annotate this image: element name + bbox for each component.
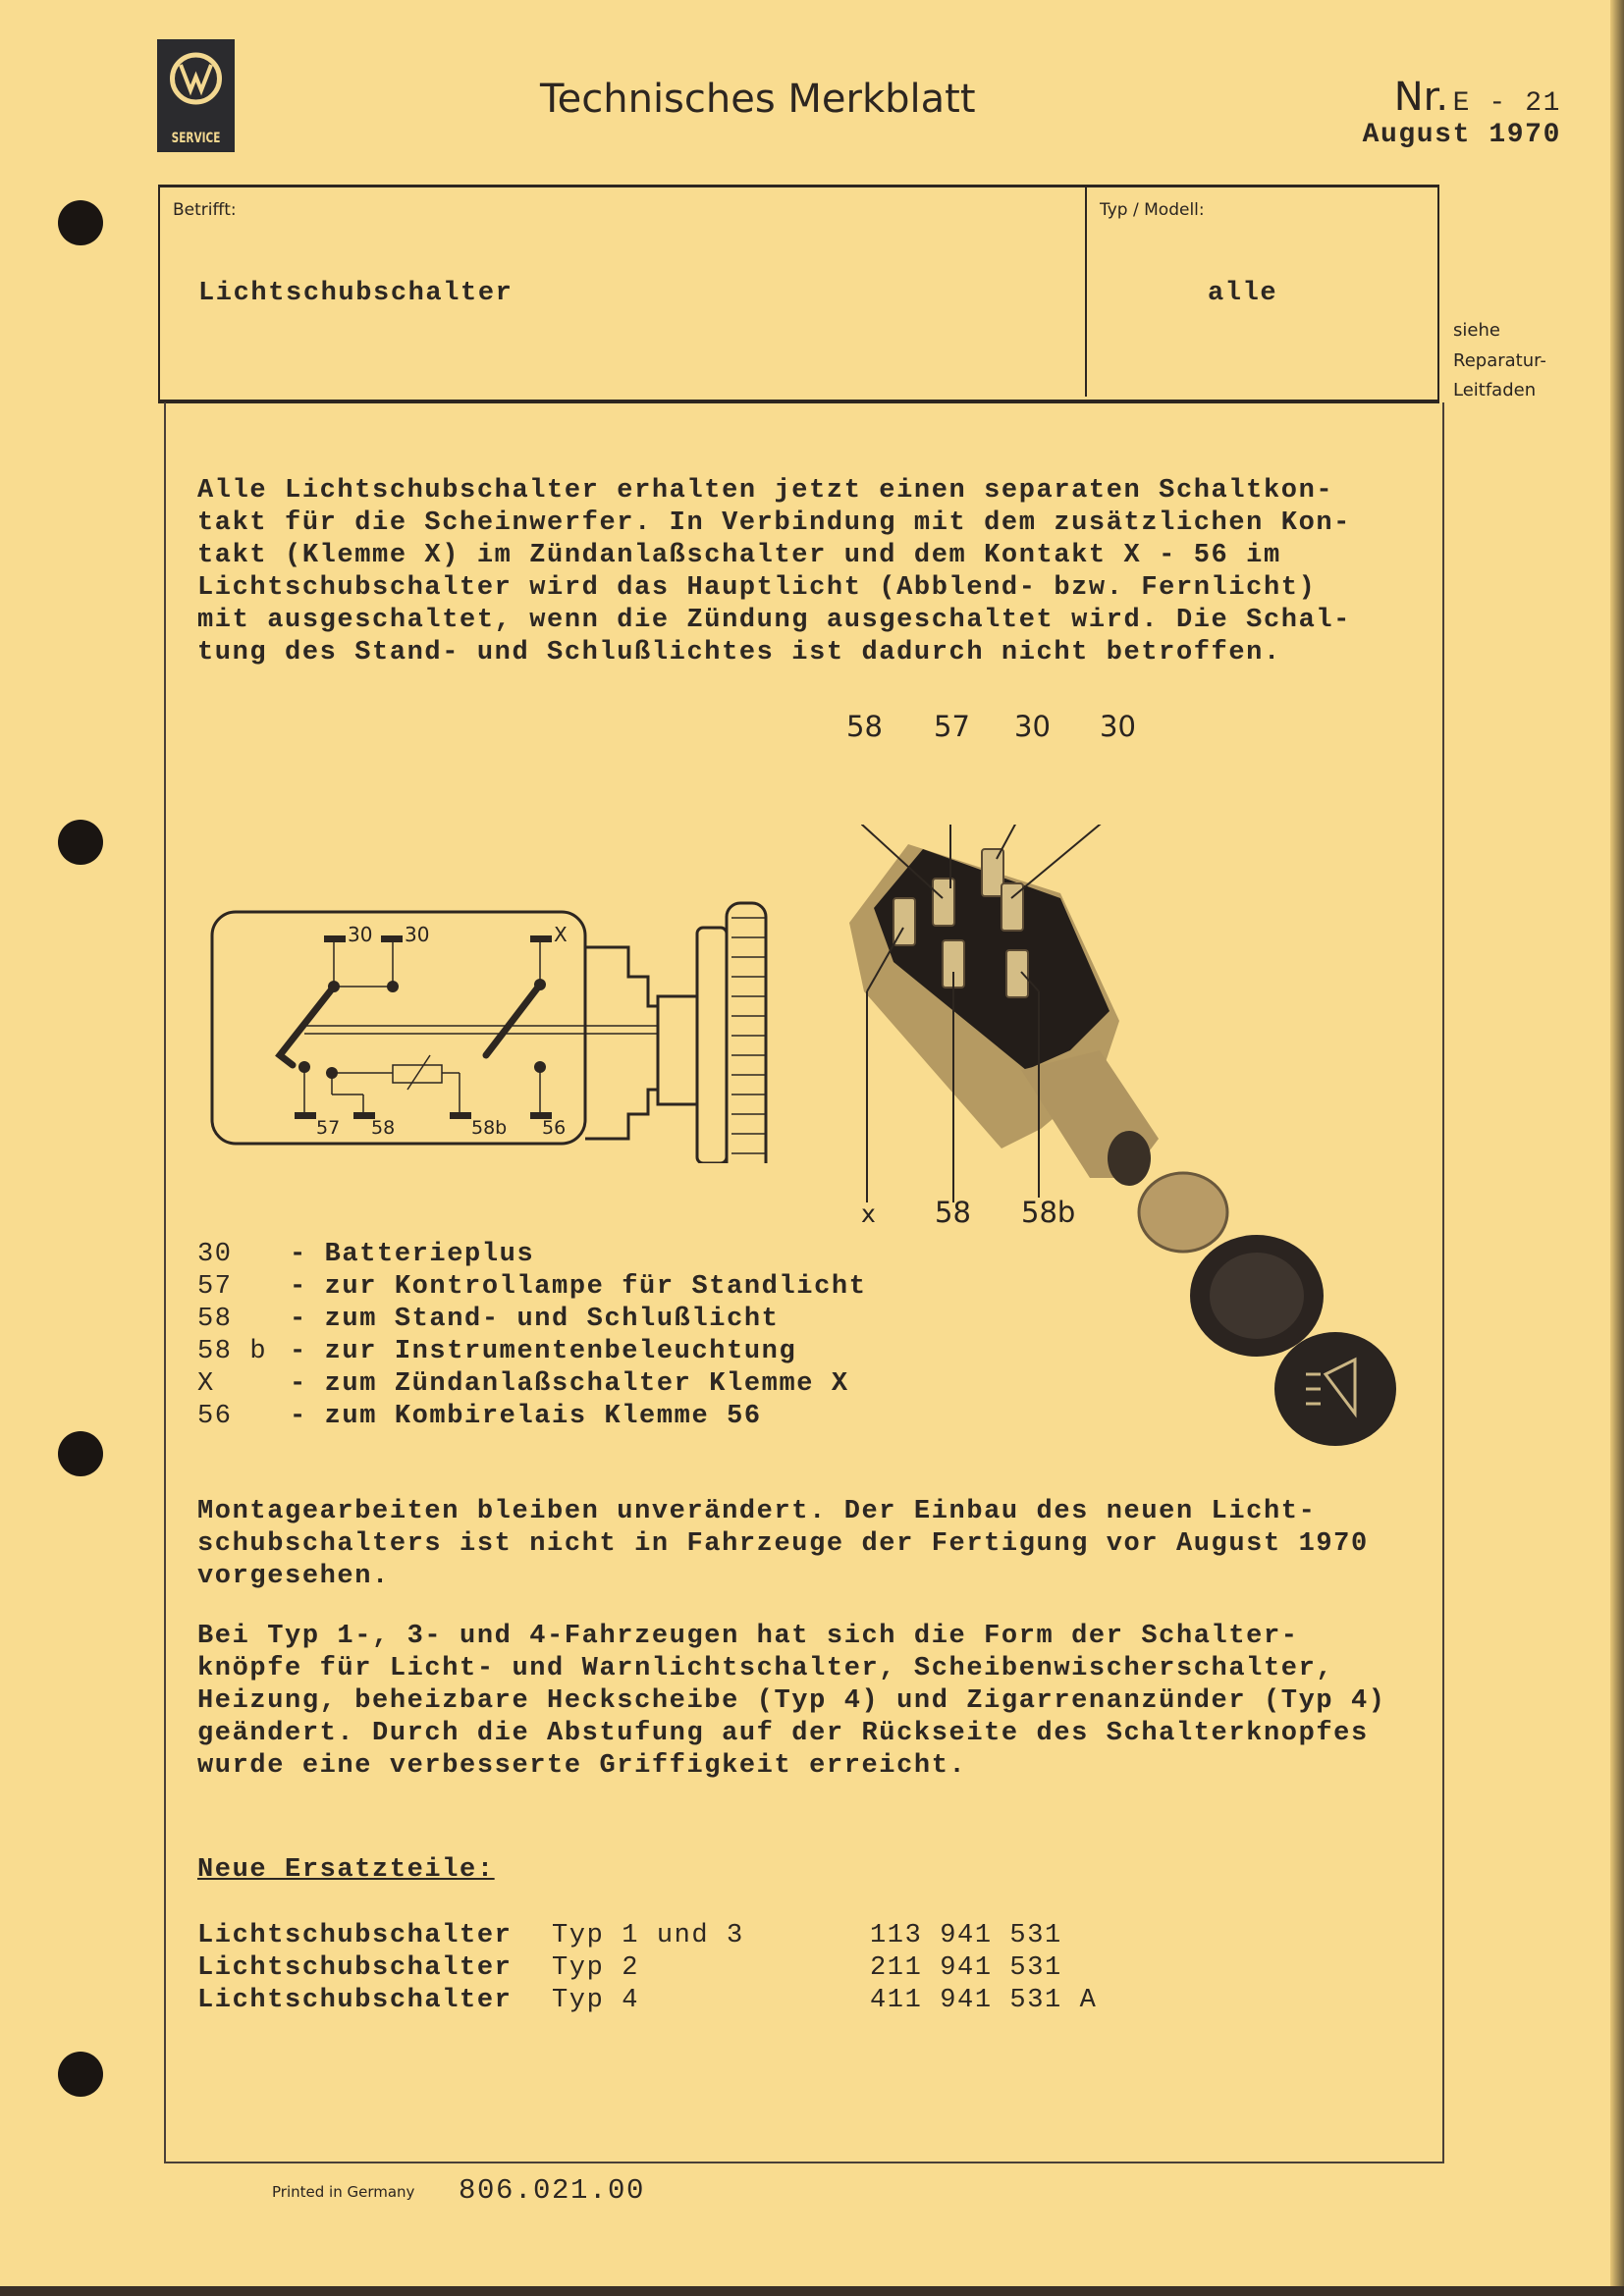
part-name: Lichtschubschalter <box>197 1921 513 1950</box>
subject-label: Betrifft: <box>173 200 237 220</box>
legend-code: X <box>197 1369 215 1399</box>
photo-label-57: 57 <box>934 710 970 743</box>
mounting-paragraph <box>197 1496 1369 1593</box>
photo-label-x: x <box>861 1200 876 1228</box>
paragraph-line: vorgesehen. <box>197 1562 390 1591</box>
part-number: 411 941 531 A <box>870 1986 1098 2015</box>
footer-printed: Printed in Germany <box>272 2183 415 2201</box>
switch-photo <box>835 825 1424 1453</box>
subject-value: Lichtschubschalter <box>198 279 514 308</box>
parts-row <box>197 1920 1097 1952</box>
legend-desc: zum Zündanlaßschalter Klemme X <box>324 1369 849 1399</box>
terminal-legend <box>197 1239 867 1433</box>
schematic-label-x: X <box>554 923 568 946</box>
punch-hole <box>58 2052 103 2097</box>
subject-divider <box>1085 187 1087 397</box>
page-edge <box>0 2286 1624 2296</box>
parts-table <box>197 1920 1097 2017</box>
paragraph-line: takt (Klemme X) im Zündanlaßschalter und dem Kontakt X - 56 im <box>197 541 1281 570</box>
side-note-line: Reparatur- <box>1453 349 1546 371</box>
paragraph-line: mit ausgeschaltet, wenn die Zündung ausgeschaltet wird. Die Schal- <box>197 606 1351 635</box>
paragraph-line: wurde eine verbesserte Griffigkeit erreicht. <box>197 1751 967 1781</box>
legend-code: 56 <box>197 1402 233 1431</box>
part-name: Lichtschubschalter <box>197 1986 513 2015</box>
side-note-line: siehe <box>1453 320 1500 341</box>
side-note-line: Leitfaden <box>1453 380 1537 400</box>
legend-desc: zum Stand- und Schlußlicht <box>324 1305 780 1334</box>
paragraph-line: geändert. Durch die Abstufung auf der Rückseite des Schalterknopfes <box>197 1719 1369 1748</box>
parts-row <box>197 1952 1097 1985</box>
schematic-label-30: 30 <box>348 923 373 946</box>
page-title: Technisches Merkblatt <box>540 77 976 122</box>
model-label: Typ / Modell: <box>1100 200 1205 220</box>
legend-item: X - zum Zündanlaßschalter Klemme X <box>197 1369 849 1399</box>
paragraph-line: knöpfe für Licht- und Warnlichtschalter, Scheibenwischerschalter, <box>197 1654 1334 1683</box>
number-value: E - 21 <box>1452 88 1561 119</box>
paragraph-line: Montagearbeiten bleiben unverändert. Der Einbau des neuen Licht- <box>197 1497 1317 1526</box>
side-note <box>1453 316 1546 406</box>
photo-label-58: 58 <box>935 1196 971 1229</box>
legend-code: 58 <box>197 1305 233 1334</box>
legend-item: 58 b - zur Instrumentenbeleuchtung <box>197 1337 797 1366</box>
legend-code: 57 <box>197 1272 233 1302</box>
vw-logo-icon <box>157 39 235 118</box>
schematic-label-58: 58 <box>371 1117 396 1139</box>
legend-code: 58 b <box>197 1337 268 1366</box>
punch-hole <box>58 820 103 865</box>
legend-desc: Batterieplus <box>324 1240 535 1269</box>
schematic-label-58b: 58b <box>471 1117 508 1139</box>
photo-label-58: 58 <box>846 710 883 743</box>
legend-desc: zum Kombirelais Klemme 56 <box>324 1402 762 1431</box>
paragraph-line: Alle Lichtschubschalter erhalten jetzt einen separaten Schaltkon- <box>197 476 1334 506</box>
page-edge <box>1610 0 1624 2296</box>
legend-item: 57 - zur Kontrollampe für Standlicht <box>197 1272 867 1302</box>
legend-desc: zur Kontrollampe für Standlicht <box>324 1272 867 1302</box>
footer-code: 806.021.00 <box>459 2174 646 2207</box>
intro-paragraph <box>197 475 1351 669</box>
paragraph-line: schubschalters ist nicht in Fahrzeuge der Fertigung vor August 1970 <box>197 1529 1369 1559</box>
legend-item: 58 - zum Stand- und Schlußlicht <box>197 1305 780 1334</box>
punch-hole <box>58 200 103 245</box>
parts-heading: Neue Ersatzteile: <box>197 1855 495 1885</box>
schematic-label-30: 30 <box>405 923 430 946</box>
part-number: 113 941 531 <box>870 1921 1062 1950</box>
document-date: August 1970 <box>1362 120 1561 150</box>
logo-service-text: SERVICE <box>171 131 221 146</box>
number-label: Nr. <box>1393 75 1449 120</box>
legend-code: 30 <box>197 1240 233 1269</box>
photo-label-30: 30 <box>1014 710 1051 743</box>
paragraph-line: takt für die Scheinwerfer. In Verbindung mit dem zusätzlichen Kon- <box>197 508 1351 538</box>
legend-desc: zur Instrumentenbeleuchtung <box>324 1337 797 1366</box>
part-number: 211 941 531 <box>870 1953 1062 1983</box>
punch-hole <box>58 1431 103 1476</box>
document-number <box>1394 75 1561 120</box>
paragraph-line: tung des Stand- und Schlußlichtes ist dadurch nicht betroffen. <box>197 638 1281 667</box>
legend-item: 30 - Batterieplus <box>197 1240 535 1269</box>
part-type: Typ 4 <box>552 1986 640 2015</box>
paragraph-line: Lichtschubschalter wird das Hauptlicht (Abblend- bzw. Fernlicht) <box>197 573 1317 603</box>
paragraph-line: Bei Typ 1-, 3- und 4-Fahrzeugen hat sich die Form der Schalter- <box>197 1622 1299 1651</box>
part-type: Typ 1 und 3 <box>552 1921 744 1950</box>
paragraph-line: Heizung, beheizbare Heckscheibe (Typ 4) und Zigarrenanzünder (Typ 4) <box>197 1686 1386 1716</box>
schematic-label-56: 56 <box>542 1117 567 1139</box>
vw-service-logo <box>157 39 235 152</box>
photo-label-58b: 58b <box>1021 1196 1076 1229</box>
legend-item: 56 - zum Kombirelais Klemme 56 <box>197 1402 762 1431</box>
photo-label-30: 30 <box>1100 710 1136 743</box>
parts-row <box>197 1985 1097 2017</box>
model-value: alle <box>1208 279 1278 308</box>
schematic-label-57: 57 <box>316 1117 341 1139</box>
part-type: Typ 2 <box>552 1953 640 1983</box>
knob-paragraph <box>197 1621 1386 1783</box>
part-name: Lichtschubschalter <box>197 1953 513 1983</box>
